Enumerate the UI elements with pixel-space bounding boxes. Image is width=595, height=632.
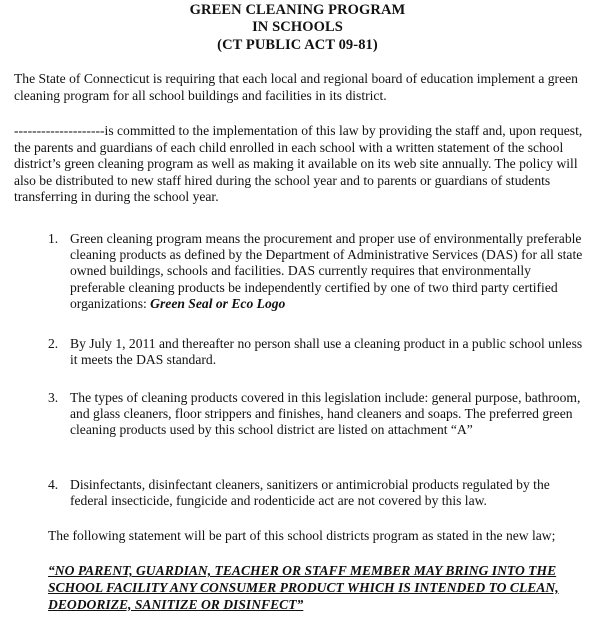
title-line-3: (CT PUBLIC ACT 09-81) — [217, 37, 378, 53]
list-text — [70, 231, 588, 312]
list-number: 3. — [48, 390, 59, 405]
statement-intro: The following statement will be part of this school districts program as stated in the new law; — [48, 528, 556, 543]
list-text-main: Green cleaning program means the procurement and proper use of environmentally preferable cleaning products as defined by the Department of Administrative Services (DAS) for all state owned buildings, schools and facilities. DAS currently requires that environmentally preferable cleaning products be independently certified by one of two third party certified organizations: — [70, 231, 583, 311]
intro-paragraph: The State of Connecticut is requiring that each local and regional board of education implement a green cleaning program for all school buildings and facilities in its district. — [14, 71, 578, 103]
commitment-paragraph: --------------------is committed to the implementation of this law by providing the staff and, upon request, the parents and guardians of each child enrolled in each school with a written statement of the school district’s green cleaning program as well as making it available on its web site annually. The policy will also be distributed to new staff hired during the school year and to parents or guardians of students transferring in during the school year. — [14, 123, 583, 204]
list-number: 1. — [48, 231, 59, 246]
policy-quote: “NO PARENT, GUARDIAN, TEACHER OR STAFF MEMBER MAY BRING INTO THE SCHOOL FACILITY ANY CONSUMER PRODUCT WHICH IS INTENDED TO CLEAN, DEODORIZE, SANITIZE OR DISINFECT” — [48, 563, 559, 612]
title-line-2: IN SCHOOLS — [252, 19, 343, 35]
list-number: 2. — [48, 336, 59, 351]
list-text: By July 1, 2011 and thereafter no person shall use a cleaning product in a public school unless it meets the DAS standard. — [70, 336, 583, 368]
title-line-1: GREEN CLEANING PROGRAM — [189, 2, 406, 18]
certification-organizations: Green Seal or Eco Logo — [150, 295, 286, 311]
list-text: Disinfectants, disinfectant cleaners, sanitizers or antimicrobial products regulated by the federal insecticide, fungicide and rodenticide act are not covered by this law. — [70, 477, 550, 509]
list-number: 4. — [48, 477, 59, 492]
list-text: The types of cleaning products covered in this legislation include: general purpose, bathroom, and glass cleaners, floor strippers and finishes, hand cleaners and soaps. The preferred green cleaning products used by this school district are listed on attachment “A” — [70, 390, 581, 438]
